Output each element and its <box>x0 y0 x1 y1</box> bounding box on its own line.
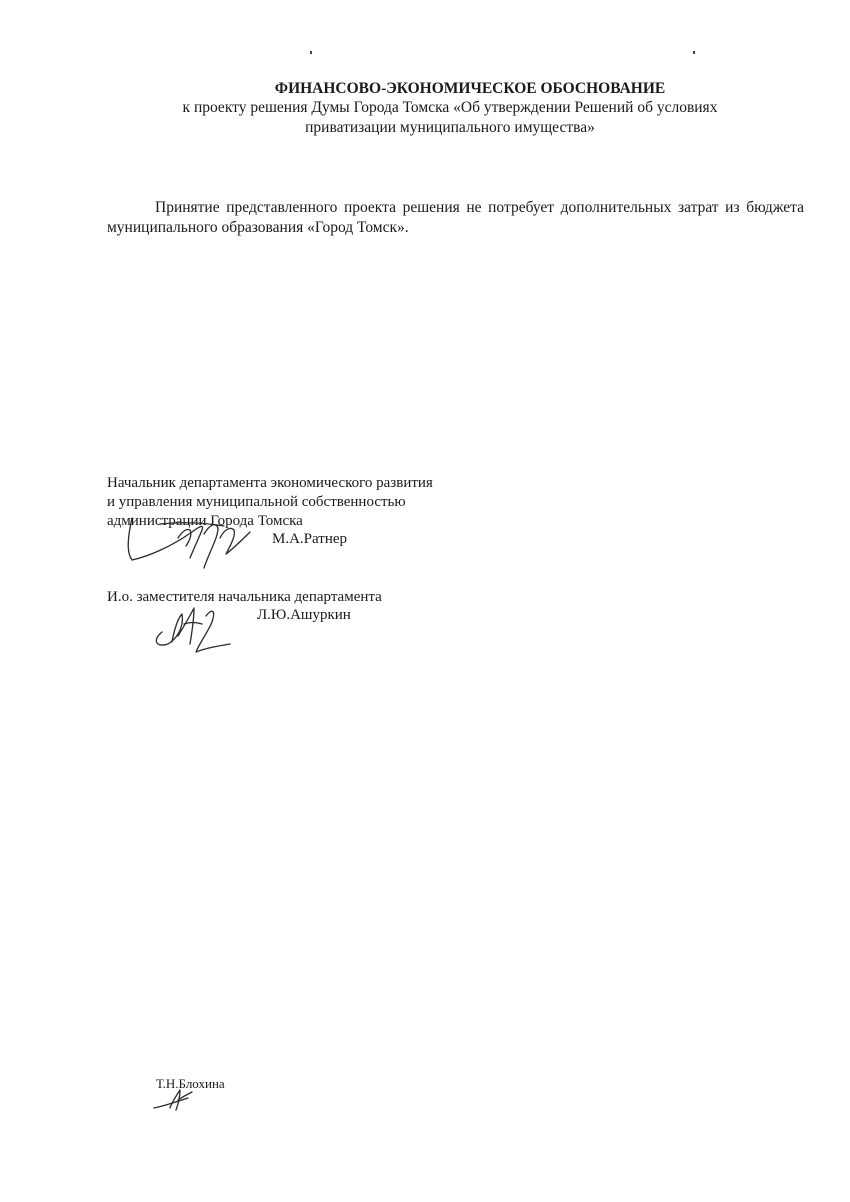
signer1-position-line-1: Начальник департамента экономического развития <box>107 475 433 491</box>
subtitle-line-1: к проекту решения Думы Города Томска «Об утверждении Решений об условиях <box>182 99 718 116</box>
signer2-name: Л.Ю.Ашуркин <box>257 607 351 623</box>
signer1-position-line-2: и управления муниципальной собственностью <box>107 494 406 510</box>
signer1-signature <box>120 508 280 573</box>
signer2-position <box>107 588 382 607</box>
document-title: ФИНАНСОВО-ЭКОНОМИЧЕСКОЕ ОБОСНОВАНИЕ <box>274 80 666 97</box>
signer2-position-line: И.о. заместителя начальника департамента <box>107 589 382 605</box>
scan-speck <box>693 51 695 54</box>
scan-speck <box>310 51 312 54</box>
subtitle-line-2: приватизации муниципального имущества» <box>305 119 595 136</box>
body-paragraph: Принятие представленного проекта решения не потребует дополнительных затрат из бюджета муниципального образования «Город Томск». <box>107 199 804 236</box>
executor-signature <box>150 1088 200 1114</box>
signer1-position-line-3: администрации Города Томска <box>107 513 303 529</box>
signer2-signature <box>150 596 240 658</box>
signer1-name: М.А.Ратнер <box>272 531 348 547</box>
document-subtitle <box>140 98 760 138</box>
executor-name: Т.Н.Блохина <box>156 1076 225 1091</box>
